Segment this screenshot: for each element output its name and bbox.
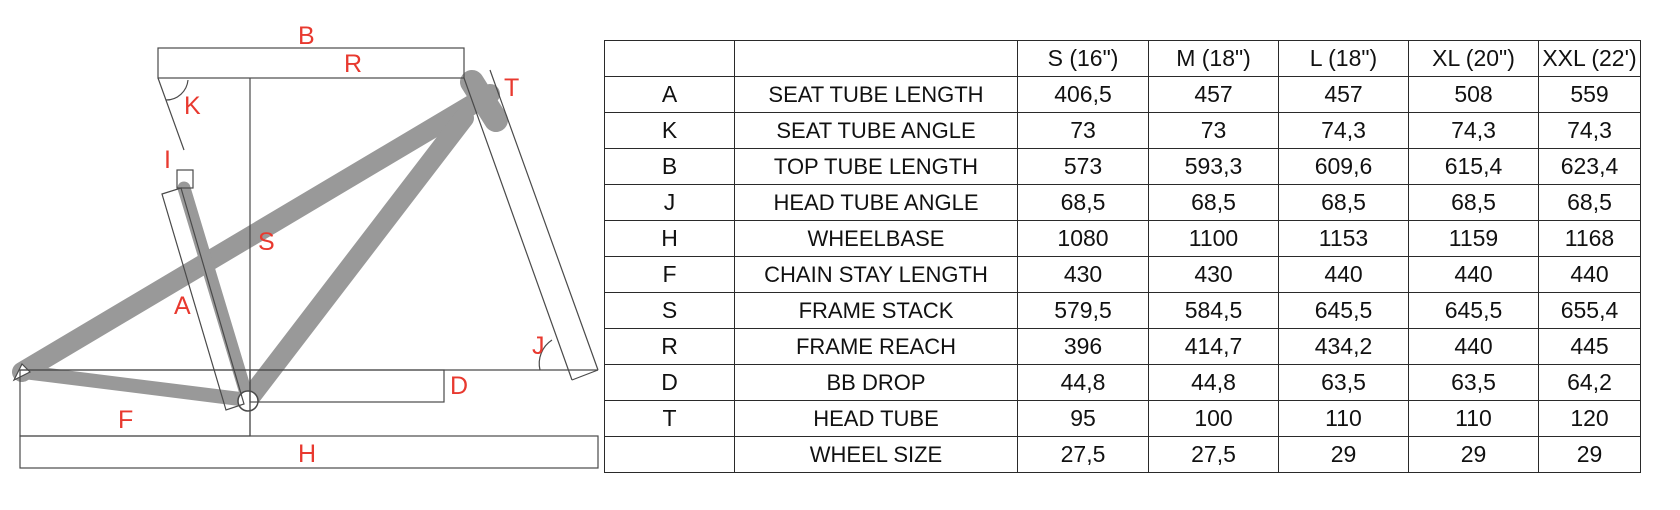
row-name: FRAME REACH [735, 329, 1018, 365]
table-row [605, 365, 1641, 401]
row-code: F [605, 257, 735, 293]
row-name: SEAT TUBE LENGTH [735, 77, 1018, 113]
row-code: B [605, 149, 735, 185]
row-value-xxl: 74,3 [1539, 113, 1641, 149]
table-row [605, 329, 1641, 365]
row-value-m: 100 [1149, 401, 1279, 437]
row-name: HEAD TUBE ANGLE [735, 185, 1018, 221]
row-code: J [605, 185, 735, 221]
head-axis-line-1 [464, 78, 572, 380]
row-name: SEAT TUBE ANGLE [735, 113, 1018, 149]
row-value-xxl: 559 [1539, 77, 1641, 113]
row-value-xl: 440 [1409, 329, 1539, 365]
label-F: F [118, 406, 134, 434]
row-name: WHEEL SIZE [735, 437, 1018, 473]
header-cell-name [735, 41, 1018, 77]
header-cell-size-l: L (18") [1279, 41, 1409, 77]
row-code: D [605, 365, 735, 401]
head-axis-cap [572, 370, 598, 380]
frame-geometry-diagram [0, 0, 610, 510]
label-K: K [184, 92, 201, 120]
label-H: H [298, 440, 317, 468]
label-R: R [344, 50, 363, 78]
row-value-xl: 645,5 [1409, 293, 1539, 329]
label-J: J [532, 332, 545, 360]
row-value-xl: 1159 [1409, 221, 1539, 257]
row-value-m: 27,5 [1149, 437, 1279, 473]
row-value-m: 73 [1149, 113, 1279, 149]
table-row [605, 437, 1641, 473]
label-D: D [450, 372, 469, 400]
table-row [605, 257, 1641, 293]
row-value-xl: 508 [1409, 77, 1539, 113]
reach-box [158, 48, 464, 78]
row-value-l: 110 [1279, 401, 1409, 437]
header-cell-code [605, 41, 735, 77]
row-value-m: 44,8 [1149, 365, 1279, 401]
seat-angle-line [158, 78, 184, 150]
header-cell-size-xl: XL (20") [1409, 41, 1539, 77]
row-name: WHEELBASE [735, 221, 1018, 257]
row-value-xl: 110 [1409, 401, 1539, 437]
row-value-xxl: 655,4 [1539, 293, 1641, 329]
row-value-m: 457 [1149, 77, 1279, 113]
row-value-s: 44,8 [1018, 365, 1149, 401]
row-value-xxl: 440 [1539, 257, 1641, 293]
row-code: A [605, 77, 735, 113]
row-value-xl: 29 [1409, 437, 1539, 473]
row-code [605, 437, 735, 473]
label-T: T [504, 74, 520, 102]
row-value-s: 579,5 [1018, 293, 1149, 329]
measurement-lines [20, 48, 598, 468]
row-code: K [605, 113, 735, 149]
row-value-l: 63,5 [1279, 365, 1409, 401]
row-value-s: 430 [1018, 257, 1149, 293]
row-value-xxl: 120 [1539, 401, 1641, 437]
top-tube [22, 94, 490, 372]
row-value-l: 645,5 [1279, 293, 1409, 329]
row-value-s: 573 [1018, 149, 1149, 185]
row-value-m: 414,7 [1149, 329, 1279, 365]
seat-tube [184, 188, 248, 400]
row-value-m: 1100 [1149, 221, 1279, 257]
row-value-xxl: 1168 [1539, 221, 1641, 257]
row-value-s: 1080 [1018, 221, 1149, 257]
header-cell-size-m: M (18") [1149, 41, 1279, 77]
row-value-l: 1153 [1279, 221, 1409, 257]
row-code: H [605, 221, 735, 257]
row-value-xxl: 29 [1539, 437, 1641, 473]
table-header-row [605, 41, 1641, 77]
row-value-xl: 74,3 [1409, 113, 1539, 149]
table-row [605, 185, 1641, 221]
row-value-s: 68,5 [1018, 185, 1149, 221]
row-value-l: 74,3 [1279, 113, 1409, 149]
label-I: I [164, 146, 171, 174]
table-row [605, 401, 1641, 437]
row-value-xxl: 445 [1539, 329, 1641, 365]
row-value-xl: 68,5 [1409, 185, 1539, 221]
row-value-l: 68,5 [1279, 185, 1409, 221]
table-row [605, 221, 1641, 257]
label-S: S [258, 228, 275, 256]
row-value-xl: 440 [1409, 257, 1539, 293]
row-name: TOP TUBE LENGTH [735, 149, 1018, 185]
row-value-xxl: 64,2 [1539, 365, 1641, 401]
head-axis-line-2 [490, 70, 598, 370]
row-value-xl: 615,4 [1409, 149, 1539, 185]
row-value-s: 73 [1018, 113, 1149, 149]
chain-stay [24, 372, 248, 400]
down-tube [248, 118, 464, 400]
row-name: BB DROP [735, 365, 1018, 401]
header-cell-size-s: S (16") [1018, 41, 1149, 77]
table-row [605, 293, 1641, 329]
row-name: HEAD TUBE [735, 401, 1018, 437]
row-value-xxl: 623,4 [1539, 149, 1641, 185]
label-B: B [298, 22, 315, 50]
row-name: CHAIN STAY LENGTH [735, 257, 1018, 293]
table-row [605, 113, 1641, 149]
row-code: R [605, 329, 735, 365]
row-value-l: 609,6 [1279, 149, 1409, 185]
row-code: S [605, 293, 735, 329]
row-value-l: 434,2 [1279, 329, 1409, 365]
row-value-l: 457 [1279, 77, 1409, 113]
row-value-m: 68,5 [1149, 185, 1279, 221]
row-value-m: 430 [1149, 257, 1279, 293]
row-value-s: 406,5 [1018, 77, 1149, 113]
row-value-l: 29 [1279, 437, 1409, 473]
geometry-table [604, 40, 1641, 473]
row-value-xl: 63,5 [1409, 365, 1539, 401]
row-value-xxl: 68,5 [1539, 185, 1641, 221]
row-value-s: 396 [1018, 329, 1149, 365]
table-row [605, 77, 1641, 113]
row-code: T [605, 401, 735, 437]
header-cell-size-xxl: XXL (22') [1539, 41, 1641, 77]
row-value-s: 95 [1018, 401, 1149, 437]
row-value-m: 593,3 [1149, 149, 1279, 185]
row-value-l: 440 [1279, 257, 1409, 293]
row-value-s: 27,5 [1018, 437, 1149, 473]
row-value-m: 584,5 [1149, 293, 1279, 329]
table-row [605, 149, 1641, 185]
label-A: A [174, 292, 191, 320]
row-name: FRAME STACK [735, 293, 1018, 329]
